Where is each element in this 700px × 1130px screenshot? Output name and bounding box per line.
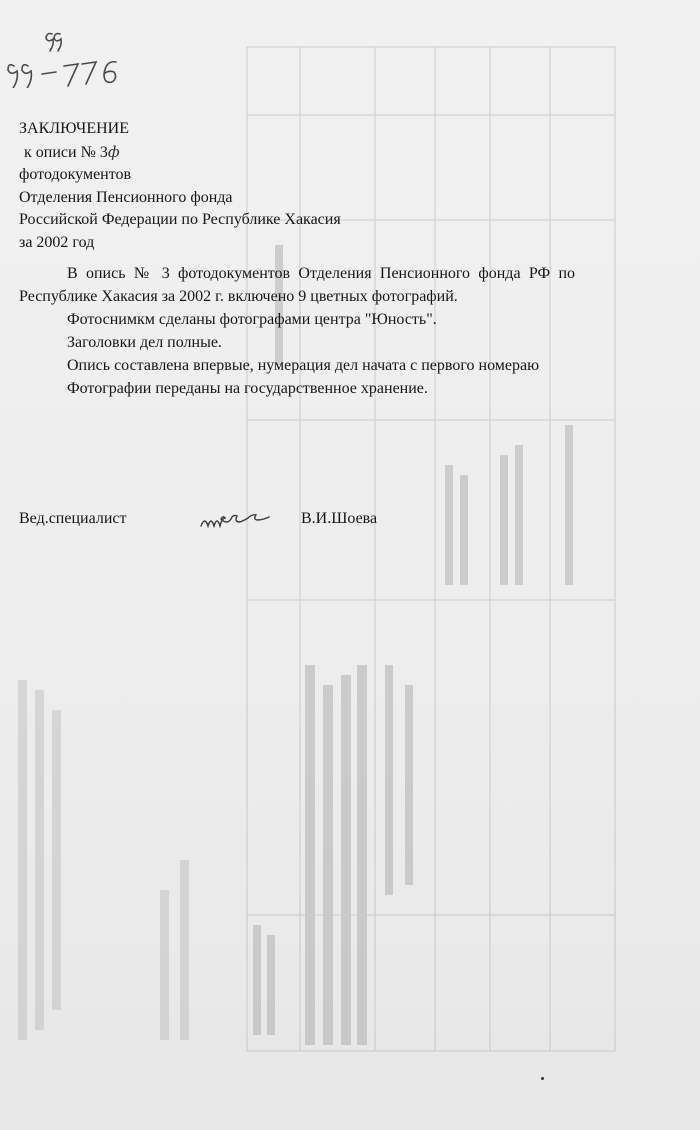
handwritten-archive-mark — [4, 28, 124, 88]
handwritten-inventory-suffix: ф — [107, 142, 120, 161]
handwritten-signature — [197, 506, 277, 534]
document-body — [19, 262, 575, 400]
heading-inventory-number: к описи № 3 — [24, 143, 108, 161]
signer-role: Вед.специалист — [19, 510, 127, 527]
heading-line-department: Отделения Пенсионного фонда — [19, 188, 233, 206]
paragraph-transfer: Фотографии переданы на государственное хранение. — [67, 380, 428, 397]
signer-name: В.И.Шоева — [301, 510, 378, 527]
heading-line-federation: Российской Федерации по Республике Хакасия — [19, 211, 341, 228]
paragraph-inventory-contents: В опись № 3 фотодокументов Отделения Пенсионного фонда РФ по Республике Хакасия за 2002 г. включено 9 цветных фотографий. — [19, 265, 575, 305]
heading-line-photodocuments: фотодокументов — [19, 166, 132, 183]
document-heading — [19, 118, 341, 254]
paragraph-photographers: Фотоснимкм сделаны фотографами центра "Юность". — [67, 311, 437, 328]
paragraph-headings: Заголовки дел полные. — [67, 334, 222, 351]
paragraph-numbering: Опись составлена впервые, нумерация дел начата с первого номераю — [67, 357, 540, 374]
heading-title: ЗАКЛЮЧЕНИЕ — [19, 120, 129, 137]
bleed-through-text — [10, 560, 240, 1050]
heading-inventory-line — [19, 141, 341, 165]
heading-line-year: за 2002 год — [19, 233, 95, 251]
signature-block — [19, 510, 439, 540]
ink-dot — [541, 1077, 544, 1080]
